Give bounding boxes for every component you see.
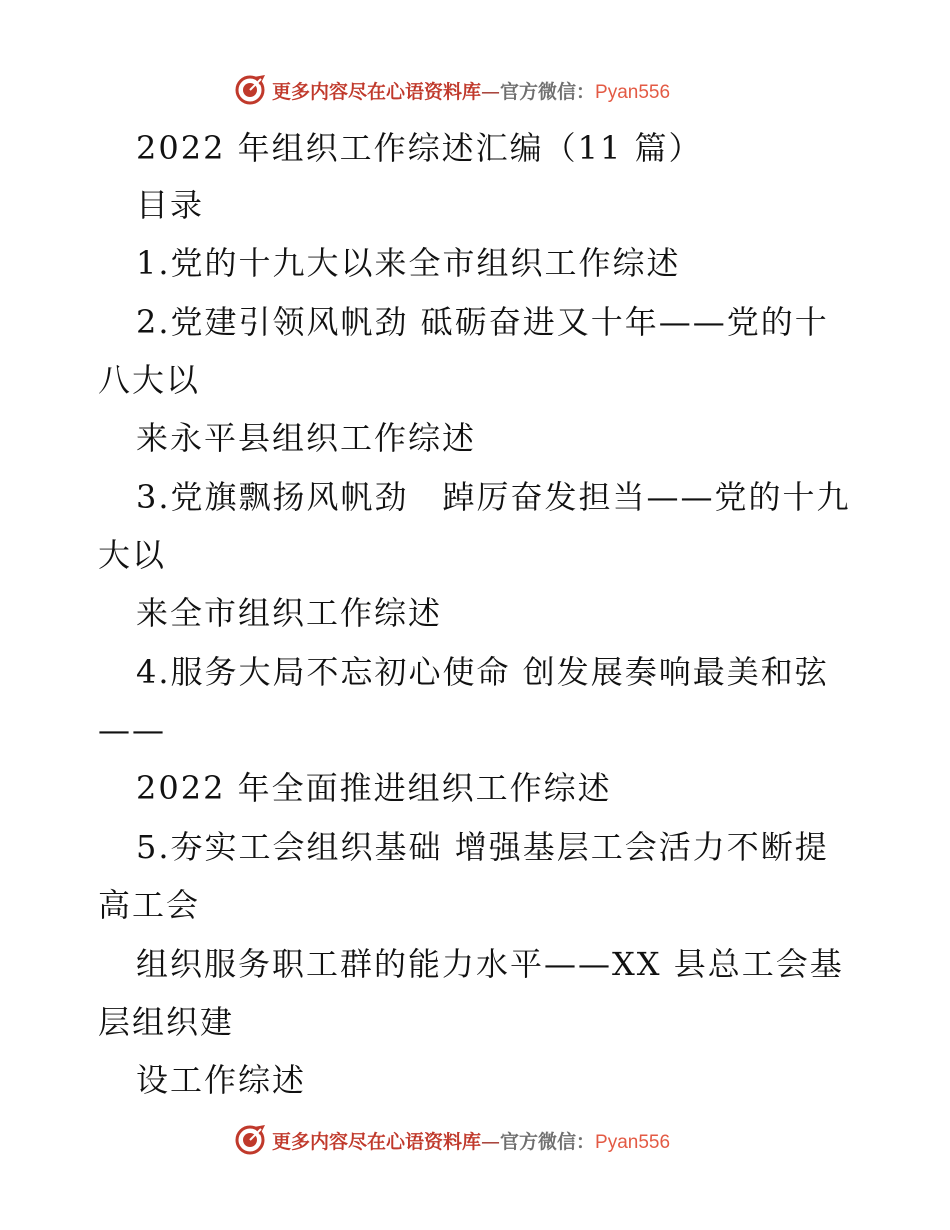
banner-wechat-label: 官方微信： bbox=[500, 80, 596, 103]
toc-line: 5.夯实工会组织基础 增强基层工会活力不断提 bbox=[136, 828, 829, 866]
pen-logo-icon bbox=[234, 73, 268, 107]
toc-line: 1.党的十九大以来全市组织工作综述 bbox=[136, 244, 681, 282]
pen-logo-icon bbox=[234, 1123, 268, 1157]
toc-line: 来全市组织工作综述 bbox=[136, 594, 443, 632]
banner-site-name: 更多内容尽在心语资料库 bbox=[272, 80, 482, 103]
toc-line: 来永平县组织工作综述 bbox=[136, 419, 477, 457]
header-banner bbox=[234, 72, 734, 108]
toc-line: 层组织建 bbox=[98, 1003, 235, 1041]
toc-heading: 目录 bbox=[136, 186, 205, 224]
toc-line: 高工会 bbox=[98, 886, 201, 924]
toc-line: 设工作综述 bbox=[136, 1061, 307, 1099]
toc-line: 2022 年全面推进组织工作综述 bbox=[136, 769, 612, 807]
banner-account: Pyan556 bbox=[595, 81, 671, 103]
toc-line: 大以 bbox=[98, 536, 167, 574]
banner-separator: — bbox=[481, 80, 501, 103]
toc-line: 八大以 bbox=[98, 361, 201, 399]
banner-wechat-label: 官方微信： bbox=[500, 1130, 596, 1153]
toc-line: 组织服务职工群的能力水平——XX 县总工会基 bbox=[136, 945, 844, 983]
banner-site-name: 更多内容尽在心语资料库 bbox=[272, 1130, 482, 1153]
toc-line: 2.党建引领风帆劲 砥砺奋进又十年——党的十 bbox=[136, 303, 829, 341]
toc-line: 3.党旗飘扬风帆劲 踔厉奋发担当——党的十九 bbox=[136, 478, 851, 516]
banner-separator: — bbox=[481, 1130, 501, 1153]
banner-account: Pyan556 bbox=[595, 1131, 671, 1153]
document-title: 2022 年组织工作综述汇编（11 篇） bbox=[136, 129, 703, 167]
toc-line: 4.服务大局不忘初心使命 创发展奏响最美和弦 bbox=[136, 653, 829, 691]
toc-line: —— bbox=[98, 711, 166, 749]
footer-banner bbox=[234, 1122, 734, 1158]
